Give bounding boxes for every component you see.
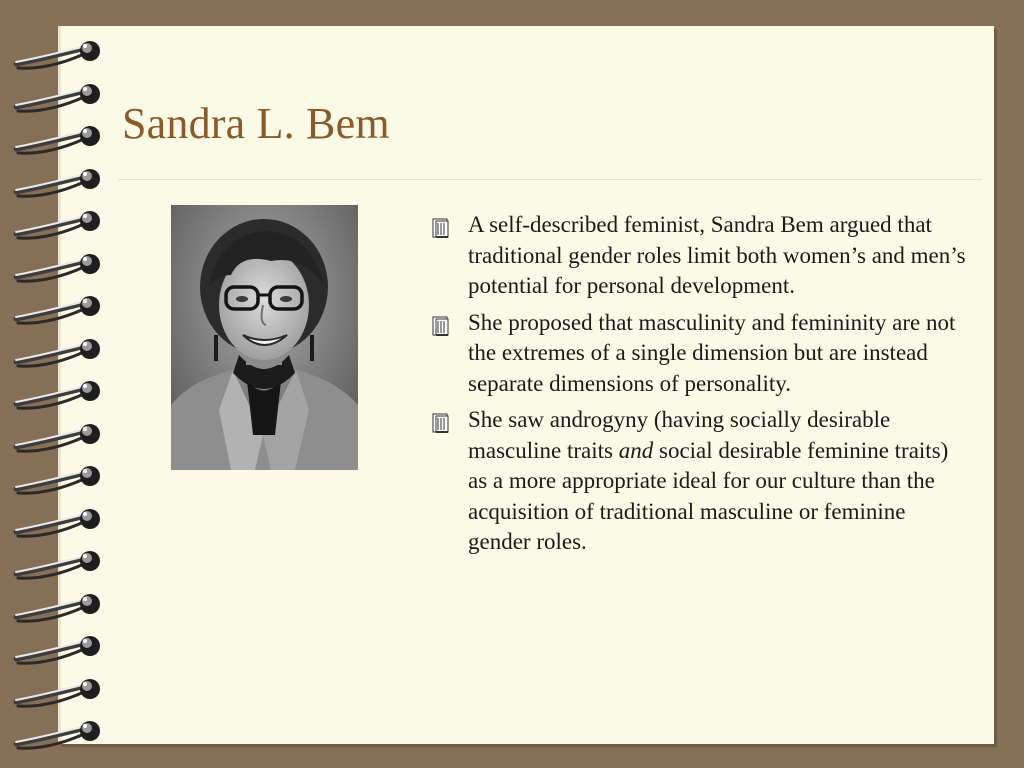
spiral-ring — [8, 123, 104, 157]
spiral-ring — [8, 293, 104, 327]
title-divider — [118, 179, 982, 180]
spiral-ring — [8, 718, 104, 752]
spiral-ring — [8, 633, 104, 667]
bullet-text-continued: social desirable feminine traits) as a more appropriate ideal for our culture than the acquisition of traditional masculine or feminine gender roles. — [468, 437, 949, 554]
spiral-binding — [0, 0, 110, 768]
portrait-photo — [171, 205, 358, 470]
spiral-ring — [8, 506, 104, 540]
bullet-item — [428, 210, 968, 302]
spiral-ring — [8, 421, 104, 455]
spiral-ring — [8, 463, 104, 497]
bullet-text: She proposed that masculinity and femininity are not the extremes of a single dimension but are instead separate dimensions of personality. — [468, 309, 956, 396]
notebook-bullet-icon — [430, 412, 452, 434]
spiral-ring — [8, 591, 104, 625]
bullet-text: She saw androgyny (having socially desirable masculine traits — [468, 407, 891, 463]
slide-title: Sandra L. Bem — [122, 99, 390, 148]
bullet-item — [428, 405, 968, 558]
spiral-ring — [8, 208, 104, 242]
bullet-text: A self-described feminist, Sandra Bem argued that traditional gender roles limit both women’s and men’s potential for personal development. — [468, 212, 966, 298]
spiral-ring — [8, 548, 104, 582]
bullet-item — [428, 308, 968, 400]
spiral-ring — [8, 378, 104, 412]
bullet-emphasis: and — [618, 437, 654, 463]
bullet-list — [428, 210, 968, 564]
spiral-ring — [8, 251, 104, 285]
spiral-ring — [8, 336, 104, 370]
notebook-bullet-icon — [430, 217, 452, 239]
spiral-ring — [8, 676, 104, 710]
spiral-ring — [8, 38, 104, 72]
spiral-ring — [8, 81, 104, 115]
notebook-bullet-icon — [430, 315, 452, 337]
spiral-ring — [8, 166, 104, 200]
